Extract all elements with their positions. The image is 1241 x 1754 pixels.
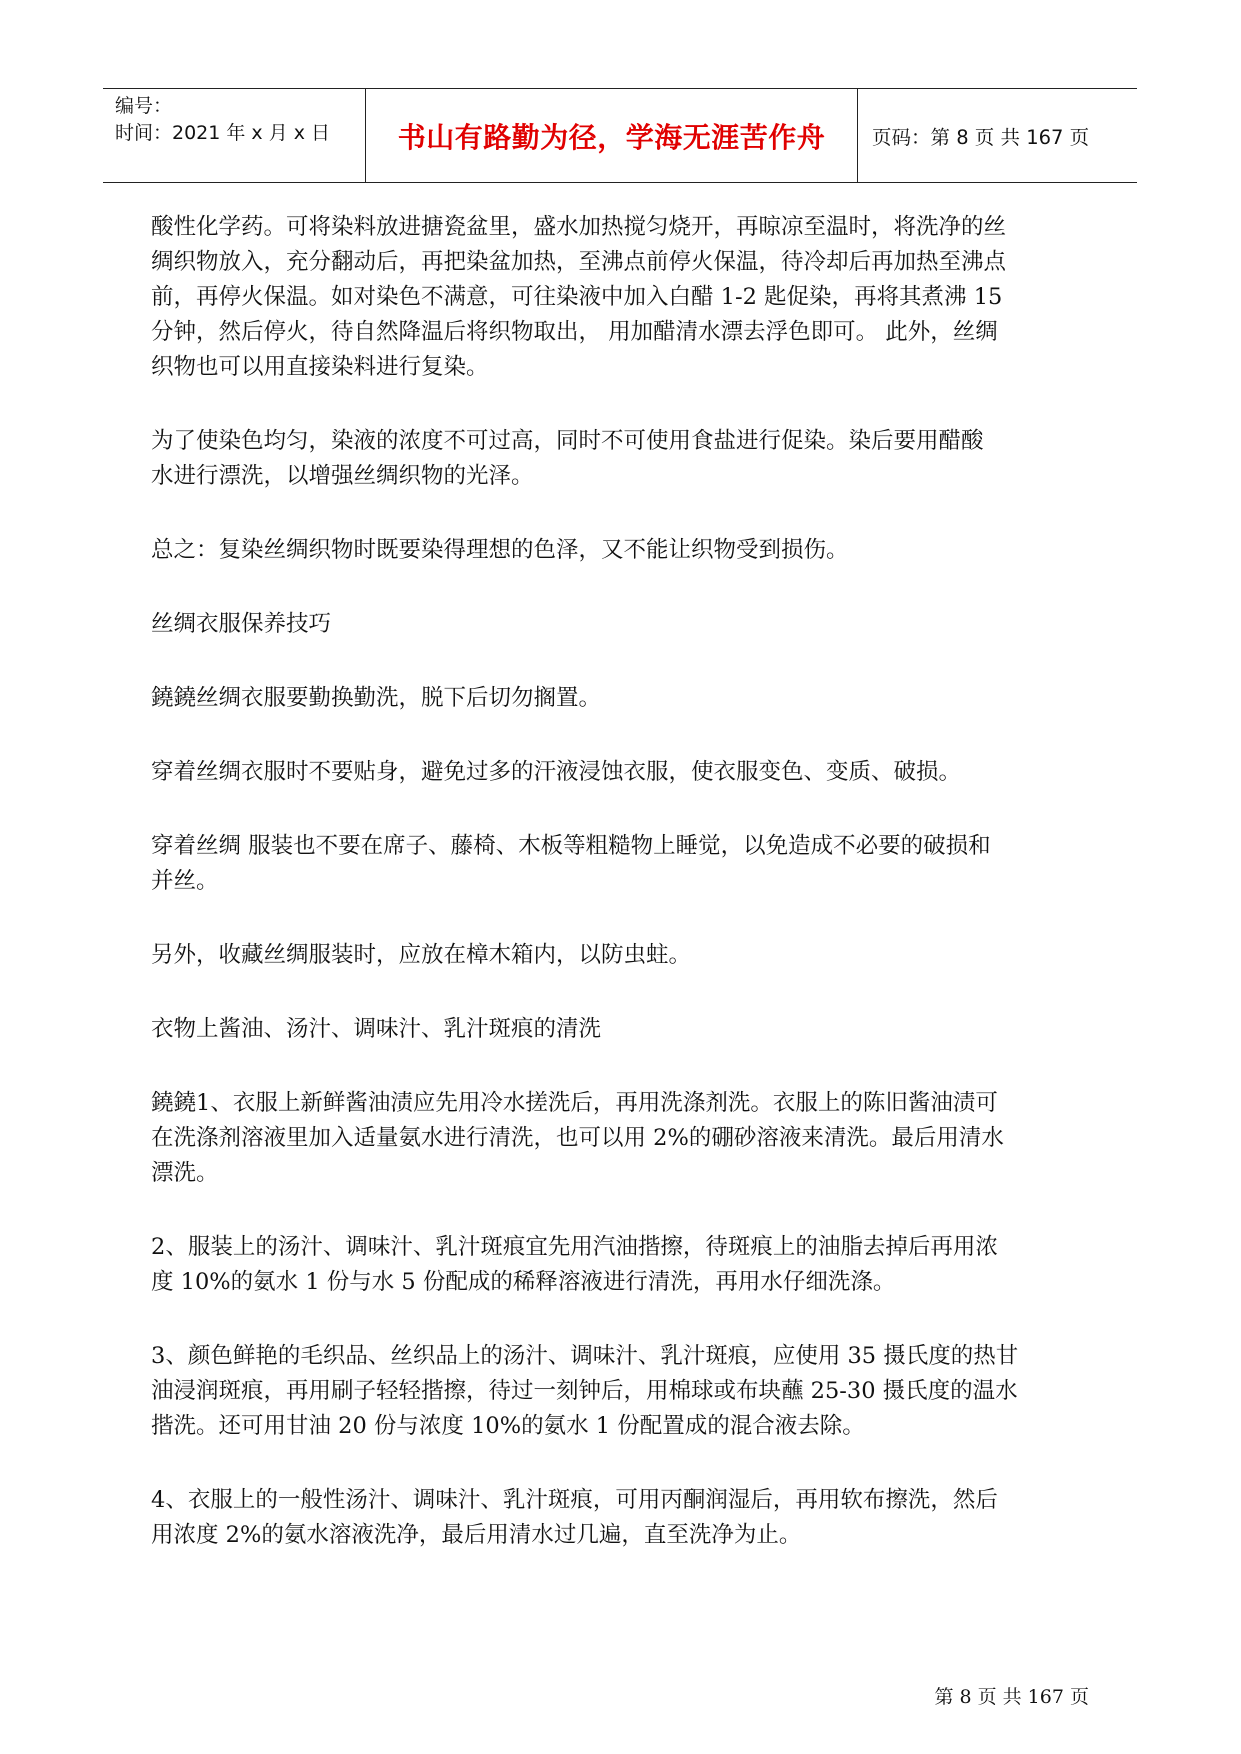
text-line: 鐃鐃1、衣服上新鲜酱油渍应先用冷水搓洗后，再用洗涤剂洗。衣服上的陈旧酱油渍可 (151, 1090, 998, 1116)
text-line: 织物也可以用直接染料进行复染。 (151, 354, 489, 380)
paragraph-step-4 (151, 1483, 1096, 1553)
text-line: 油浸润斑痕，再用刷子轻轻揩擦，待过一刻钟后，用棉球或布块蘸 25-30 摄氏度的温水 (151, 1378, 1018, 1404)
text-line: 分钟，然后停火，待自然降温后将织物取出， 用加醋清水漂去浮色即可。 此外，丝绸 (151, 319, 998, 345)
text-line: 酸性化学药。可将染料放进搪瓷盆里，盛水加热搅匀烧开，再晾凉至温时，将洗净的丝 (151, 214, 1007, 240)
section-heading-silk-care: 丝绸衣服保养技巧 (151, 611, 332, 637)
paragraph-even-dyeing (151, 424, 1096, 494)
paragraph-not-close-fitting: 穿着丝绸衣服时不要贴身，避免过多的汗液浸蚀衣服，使衣服变色、变质、破损。 (151, 759, 962, 785)
text-line: 并丝。 (151, 868, 219, 894)
header-motto: 书山有路勤为径，学海无涯苦作舟 (366, 89, 858, 182)
text-line: 用浓度 2%的氨水溶液洗净，最后用清水过几遍，直至洗净为止。 (151, 1522, 802, 1548)
paragraph-step-2 (151, 1230, 1096, 1300)
text-line: 3、颜色鲜艳的毛织品、丝织品上的汤汁、调味汁、乳汁斑痕，应使用 35 摄氏度的热甘 (151, 1343, 1019, 1369)
paragraph-storage: 另外，收藏丝绸服装时，应放在樟木箱内，以防虫蛀。 (151, 942, 692, 968)
text-line: 为了使染色均匀，染液的浓度不可过高，同时不可使用食盐进行促染。染后要用醋酸 (151, 428, 984, 454)
page-header (103, 88, 1137, 183)
paragraph-step-1 (151, 1086, 1096, 1191)
text-line: 在洗涤剂溶液里加入适量氨水进行清洗，也可以用 2%的硼砂溶液来清洗。最后用清水 (151, 1125, 1004, 1151)
header-page-info: 页码：第 8 页 共 167 页 (872, 125, 1090, 149)
paragraph-wash-often: 鐃鐃丝绸衣服要勤换勤洗，脱下后切勿搁置。 (151, 685, 602, 711)
text-line: 穿着丝绸 服装也不要在席子、藤椅、木板等粗糙物上睡觉，以免造成不必要的破损和 (151, 833, 991, 859)
text-line: 度 10%的氨水 1 份与水 5 份配成的稀释溶液进行清洗，再用水仔细洗涤。 (151, 1269, 896, 1295)
header-meta (103, 89, 366, 182)
paragraph-step-3 (151, 1339, 1096, 1444)
time-label: 时间：2021 年 x 月 x 日 (115, 122, 331, 144)
text-line: 4、衣服上的一般性汤汁、调味汁、乳汁斑痕，可用丙酮润湿后，再用软布擦洗，然后 (151, 1487, 998, 1513)
paragraph-rough-surfaces (151, 829, 1096, 899)
document-body (151, 210, 1096, 1553)
text-line: 2、服装上的汤汁、调味汁、乳汁斑痕宜先用汽油揩擦，待斑痕上的油脂去掉后再用浓 (151, 1234, 998, 1260)
page-footer-number: 第 8 页 共 167 页 (934, 1686, 1089, 1708)
text-line: 漂洗。 (151, 1160, 219, 1186)
text-line: 前，再停火保温。如对染色不满意，可往染液中加入白醋 1-2 匙促染，再将其煮沸 15 (151, 284, 1003, 310)
paragraph-dyeing-method (151, 210, 1096, 385)
serial-number-label: 编号： (115, 95, 173, 117)
text-line: 水进行漂洗，以增强丝绸织物的光泽。 (151, 463, 534, 489)
paragraph-summary: 总之：复染丝绸织物时既要染得理想的色泽，又不能让织物受到损伤。 (151, 537, 849, 563)
section-heading-stain-cleaning: 衣物上酱油、汤汁、调味汁、乳汁斑痕的清洗 (151, 1016, 602, 1042)
text-line: 揩洗。还可用甘油 20 份与浓度 10%的氨水 1 份配置成的混合液去除。 (151, 1413, 865, 1439)
text-line: 绸织物放入，充分翻动后，再把染盆加热，至沸点前停火保温，待冷却后再加热至沸点 (151, 249, 1007, 275)
